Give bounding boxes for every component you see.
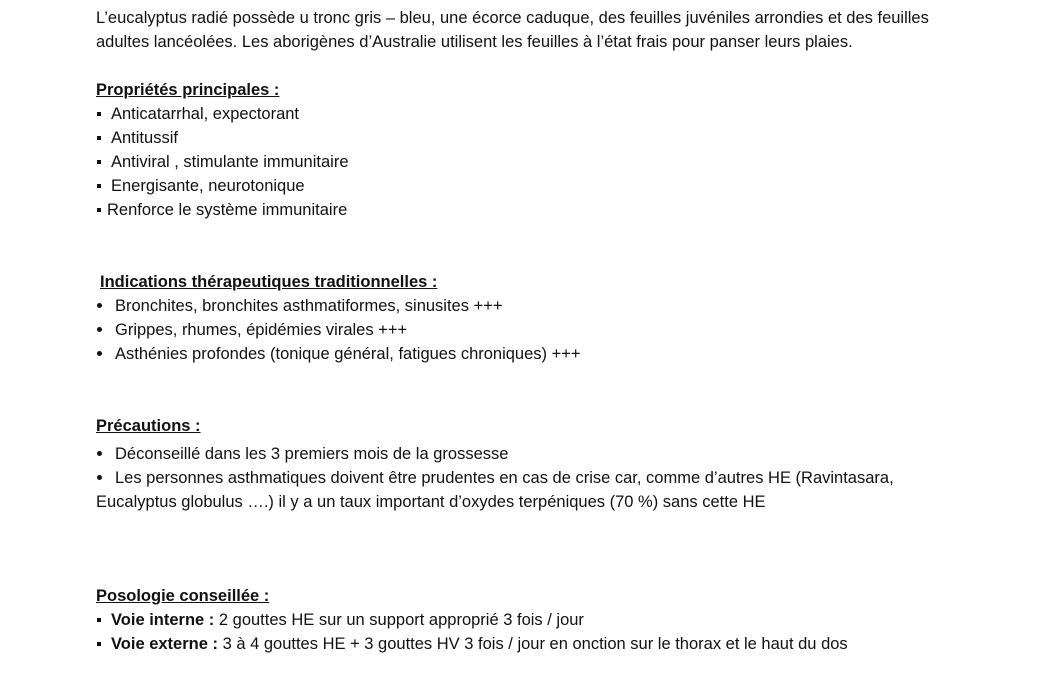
spacer (96, 366, 976, 414)
list-item: Anticatarrhal, expectorant (96, 102, 976, 126)
voie-interne-label: Voie interne : (111, 611, 215, 629)
list-item-voie-externe (96, 632, 976, 656)
proprietes-list (96, 102, 976, 222)
section-posologie (96, 584, 976, 656)
list-item-voie-interne (96, 608, 976, 632)
section-title-proprietes: Propriétés principales : (96, 81, 280, 99)
list-item: Energisante, neurotonique (96, 174, 976, 198)
intro-paragraph: L’eucalyptus radié possède u tronc gris – bleu, une écorce caduque, des feuilles juvéniles arrondies et des feuilles adultes lancéolées. Les aborigènes d’Australie utilisent les feuilles à l’état frais pour panser leurs plaies. (96, 9, 929, 51)
spacer (96, 54, 976, 78)
indications-list (96, 294, 976, 366)
section-title-posologie: Posologie conseillée : (96, 587, 270, 605)
document-body (96, 6, 976, 656)
section-precautions (96, 414, 976, 514)
voie-interne-text: 2 gouttes HE sur un support approprié 3 fois / jour (218, 611, 584, 629)
section-proprietes (96, 78, 976, 222)
precautions-list (96, 442, 976, 514)
list-item: Déconseillé dans les 3 premiers mois de la grossesse (96, 442, 976, 466)
section-title-indications: Indications thérapeutiques traditionnelles : (100, 273, 438, 291)
section-title-precautions: Précautions : (96, 417, 201, 435)
voie-externe-text: 3 à 4 gouttes HE + 3 gouttes HV 3 fois / jour en onction sur le thorax et le haut du dos (222, 635, 848, 653)
posologie-list (96, 608, 976, 656)
list-item: Asthénies profondes (tonique général, fatigues chroniques) +++ (96, 342, 976, 366)
list-item: Grippes, rhumes, épidémies virales +++ (96, 318, 976, 342)
spacer (96, 222, 976, 270)
voie-externe-label: Voie externe : (111, 635, 218, 653)
list-item: Les personnes asthmatiques doivent être prudentes en cas de crise car, comme d’autres HE (Ravintasara, Eucalyptus globulus ….) il y a un taux important d’oxydes terpéniques (70 %) sans cette HE (96, 466, 976, 514)
section-indications (96, 270, 976, 294)
list-item: Antiviral , stimulante immunitaire (96, 150, 976, 174)
list-item: Renforce le système immunitaire (96, 198, 976, 222)
spacer (96, 514, 976, 584)
list-item: Antitussif (96, 126, 976, 150)
list-item: Bronchites, bronchites asthmatiformes, sinusites +++ (96, 294, 976, 318)
